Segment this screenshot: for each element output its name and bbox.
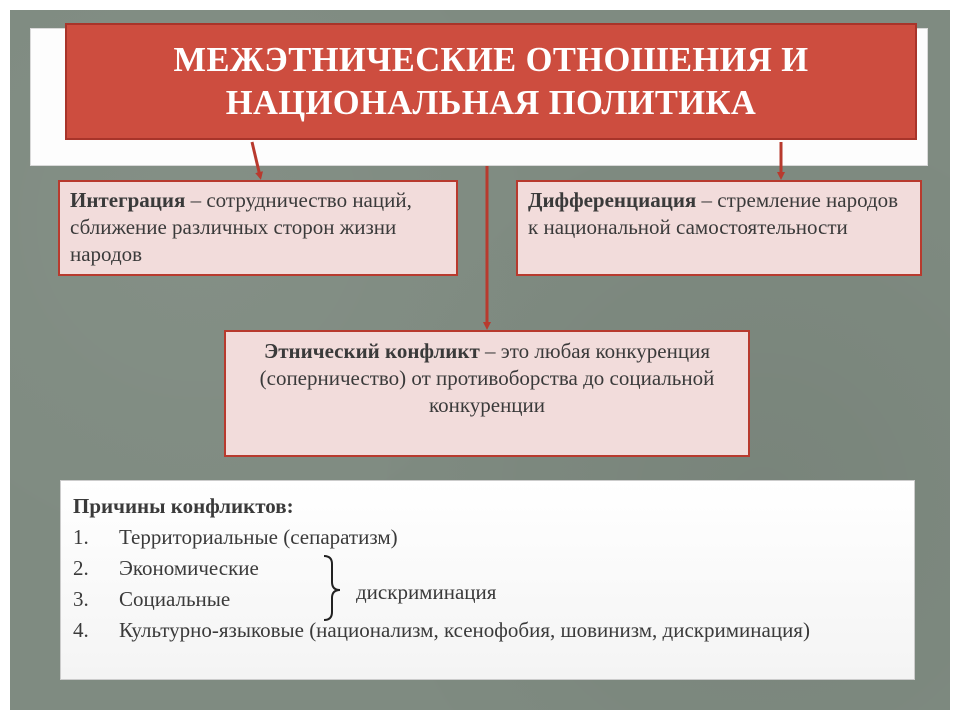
list-item-text: Культурно-языковые (национализм, ксенофобия, шовинизм, дискриминация) [119, 618, 810, 642]
title-line-2: НАЦИОНАЛЬНАЯ ПОЛИТИКА [225, 84, 757, 122]
list-item-number: 4. [73, 618, 89, 642]
causes-heading: Причины конфликтов: [73, 494, 294, 518]
bracket-label: дискриминация [356, 580, 497, 604]
list-item-number: 2. [73, 556, 89, 580]
conflict-definition: – это любая конкуренция (соперничество) от противоборства до социальной конкуренции [259, 339, 715, 417]
integration-definition: – сотрудничество наций, сближение различных сторон жизни народов [70, 188, 412, 266]
list-item-number: 1. [73, 525, 89, 549]
list-item [73, 615, 904, 677]
list-item-number: 3. [73, 587, 89, 611]
list-item-text: Территориальные (сепаратизм) [119, 525, 398, 549]
integration-term: Интеграция [70, 188, 186, 212]
list-item-text: Социальные [119, 587, 231, 611]
title-box [65, 23, 917, 140]
conflict-term: Этнический конфликт [263, 339, 480, 363]
differentiation-box [516, 180, 922, 276]
ethnic-conflict-box [224, 330, 750, 457]
differentiation-term: Дифференциация [528, 188, 697, 212]
title-line-1: МЕЖЭТНИЧЕСКИЕ ОТНОШЕНИЯ И [173, 41, 809, 79]
differentiation-definition: – стремление народов к национальной самостоятельности [528, 188, 899, 239]
list-item [73, 522, 904, 553]
list-item-text: Экономические [119, 556, 259, 580]
integration-box [58, 180, 458, 276]
